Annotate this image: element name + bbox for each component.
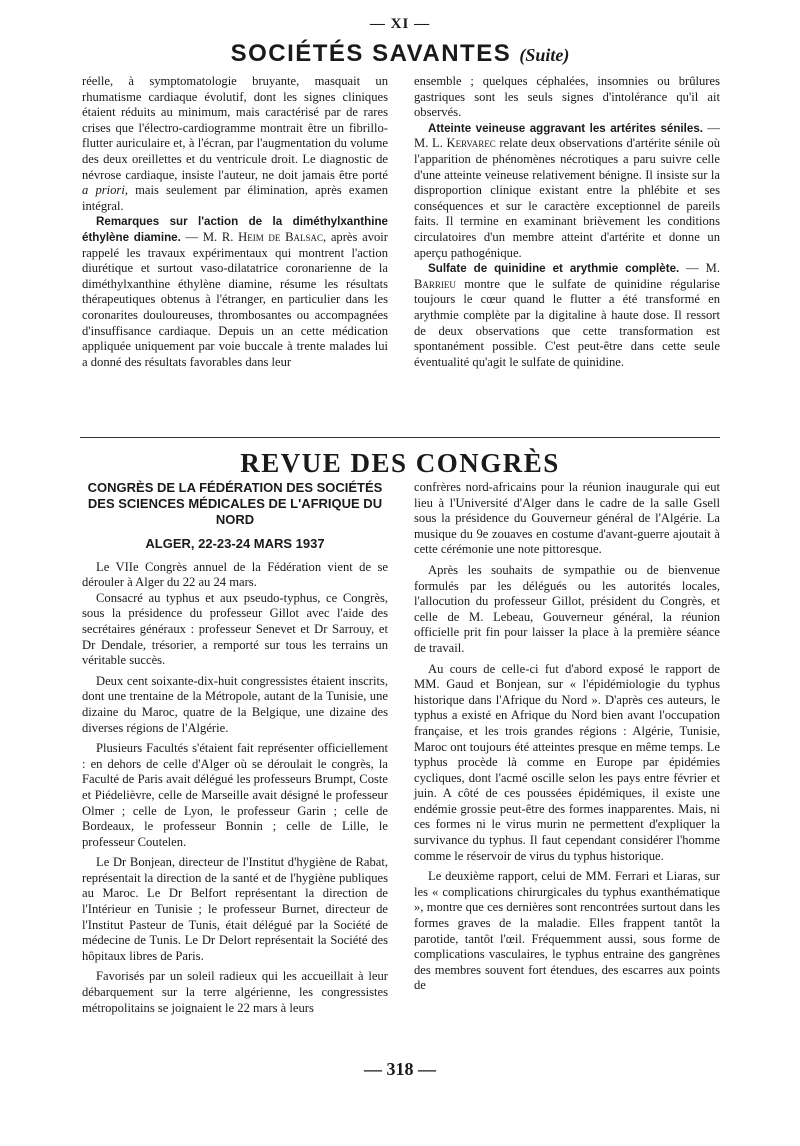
top-right-column (414, 74, 720, 370)
paragraph: Au cours de celle-ci fut d'abord exposé le rapport de MM. Gaud et Bonjean, sur « l'épidémiologie du typhus historique dans l'Afrique du Nord ». D'après ces auteurs, le typhus a existé en Afrique du Nord bien avant l'occupation française, et les trois grandes régions : Algérie, Tunisie, Maroc ont toujours été atteintes presque en même temps. Le typhus procède là comme en Europe par épidémies cycliques, dont l'acmé oscille selon les pays entre février et juin. A côté de ces poussées épidémiques, il existe une endémie grossie peut-être des formes inapparentes. Mais, ni ces formes ni le virus murin ne permettent d'expliquer la survivance du typhus. Il faut cependant considérer l'homme comme le réservoir de virus du typhus historique. (414, 661, 720, 863)
paragraph-text: , mais seulement par élimination, après examen intégral. (82, 183, 389, 213)
author-prefix: — M. R. (180, 229, 239, 244)
paragraph (82, 74, 388, 214)
bottom-left-column (82, 480, 388, 1016)
paragraph-text: relate deux observations d'artérite sénile où l'apparition de phénomènes nécrotiques a paru suivre celle d'une atteinte veineuse relativement bénigne. Il insiste sur la disproportion clinique existant entre la phlébite et ses conséquences et sur le caractère exceptionnel de pareils faits. Il termine en examinant brièvement les conditions circulatoires d'un membre atteint d'artérite et donne un aperçu pathogénique. (414, 136, 720, 260)
author-name: Barrieu (414, 276, 456, 291)
congress-title: CONGRÈS DE LA FÉDÉRATION DES SOCIÉTÉS DES SCIENCES MÉDICALES DE L'AFRIQUE DU NORD (87, 480, 383, 527)
article-heading: Remarques sur l'action de la diméthylxanthine éthylène diamine. (82, 215, 388, 244)
paragraph-text: , après avoir rappelé les travaux expérimentaux qui montrent l'action diurétique et surtout vaso-dilatatrice coronarienne de la diméthylxanthine éthylène diamine, résume les résultats thérapeutiques obtenus à l'étranger, en particulier dans les coronarites douloureuses, thrombosantes ou accompagnées d'insuffisance cardiaque. Depuis un an cette médication appliquée uniquement par voie buccale à trente malades lui a donné des résultats favorables dans leur (82, 229, 388, 369)
paragraph: Plusieurs Facultés s'étaient fait représenter officiellement : en dehors de celle d'Alger où se déroulait le congrès, la Faculté de Paris avait délégué les professeurs Brumpt, Coste et Piédelièvre, celle de Marseille avait désigné le professeur Olmer ; celle de Lyon, le professeur Garin ; celle de Bordeaux, le professeur Bonnin ; celle de Lille, le professeur Coutelen. (82, 741, 388, 849)
paragraph: confrères nord-africains pour la réunion inaugurale qui eut lieu à l'Université d'Alger dans le cadre de la salle Gsell sous la présidence du Gouverneur général de l'Algérie. La musique du 9e zouaves en costume d'avant-guerre ajoutait à cette cérémonie une note pittoresque. (414, 480, 720, 557)
paragraph: Deux cent soixante-dix-huit congressistes étaient inscrits, dont une trentaine de la Métropole, autant de la Tunisie, une dizaine du Maroc, quatre de la Belgique, une dizaine des diverses régions de l'Algérie. (82, 673, 388, 735)
article-heading: Atteinte veineuse aggravant les artérites séniles. (428, 121, 703, 135)
paragraph: ensemble ; quelques céphalées, insomnies ou brûlures gastriques sont les seuls signes d'intolérance qu'il ait observés. (414, 74, 720, 120)
top-left-column (82, 74, 388, 370)
paragraph: Le Dr Bonjean, directeur de l'Institut d'hygiène de Rabat, représentait la direction de la santé et de l'hygiène publiques au Maroc. Le Dr Belfort représentant la direction de l'Intérieur en Tunisie ; le professeur Burnet, directeur de l'Institut Pasteur de Tunis, était délégué par la Société de médecine de Tunis. Le Dr Delort représentait la Société des hôpitaux libres de Paris. (82, 855, 388, 963)
author-prefix: — M. L. (414, 120, 720, 151)
author-name: Heim de Balsac (238, 229, 323, 244)
paragraph-text: réelle, à symptomatologie bruyante, masquait un rhumatisme cardiaque évolutif, dont les signes cliniques étaient réduits au minimum, mais caractérisé par de rares crises que l'électro-cardiogramme montrait être un fibrillo-flutter auriculaire et, à l'écran, par l'augmentation du volume des deux oreillettes et du ventricule droit. Le diagnostic de névrose cardiaque, insiste l'auteur, ne doit jamais être porté (82, 74, 388, 182)
author-prefix: — M. (679, 261, 720, 276)
congress-place-date: ALGER, 22-23-24 MARS 1937 (145, 536, 325, 551)
running-head (0, 40, 800, 68)
paragraph (414, 121, 720, 261)
paragraph (414, 261, 720, 370)
italic-text: a priori (82, 183, 125, 198)
running-head-suite: (Suite) (519, 45, 570, 65)
paragraph: Le VIIe Congrès annuel de la Fédération vient de se dérouler à Alger du 22 au 24 mars. (82, 559, 388, 590)
paragraph: Après les souhaits de sympathie ou de bienvenue formulés par les délégués ou les autorités locales, l'allocution du professeur Gillot, président du Congrès, et celle de M. Lebeau, Gouverneur général, la réunion officielle prit fin pour laisser la place à la première séance de travail. (414, 562, 720, 655)
paragraph: Le deuxième rapport, celui de MM. Ferrari et Liaras, sur les « complications chirurgicales du typhus exanthématique », montre que ces dernières sont rencontrées surtout dans les formes graves de la maladie. Elles frappent tantôt la parotide, tantôt l'œil. Fréquemment aussi, sous forme de complications vasculaires, le typhus entraine des gangrènes des membres souvent fort étendues, des escarres aux points de (414, 869, 720, 993)
section-divider (80, 437, 720, 438)
author-name: Kervarec (446, 136, 496, 151)
page-number-roman: — XI — (369, 16, 431, 32)
article-heading: Sulfate de quinidine et arythmie complète. (428, 262, 680, 276)
page-number: — 318 — (364, 1059, 436, 1079)
paragraph-text: montre que le sulfate de quinidine régularise toujours le cœur quand le flutter a été transformé en arythmie complète par la digitaline à haute dose. Il ressort de deux observations que cette transformation est spontanément possible. C'est peut-être dans cette seule éventualité qu'agit le sulfate de quinidine. (414, 276, 720, 369)
paragraph: Favorisés par un soleil radieux qui les accueillait à leur débarquement sur la terre algérienne, les congressistes métropolitains se joignaient le 22 mars à leurs (82, 969, 388, 1015)
paragraph (82, 214, 388, 370)
section-title: REVUE DES CONGRÈS (240, 448, 560, 478)
bottom-right-column (414, 480, 720, 994)
running-head-title: SOCIÉTÉS SAVANTES (230, 40, 512, 67)
paragraph: Consacré au typhus et aux pseudo-typhus, ce Congrès, sous la présidence du professeur Gillot avec l'aide des secrétaires généraux : professeur Senevet et Dr Sarrouy, et Dr Dendale, trésorier, a remporté sur tous les terrains un véritable succès. (82, 590, 388, 668)
